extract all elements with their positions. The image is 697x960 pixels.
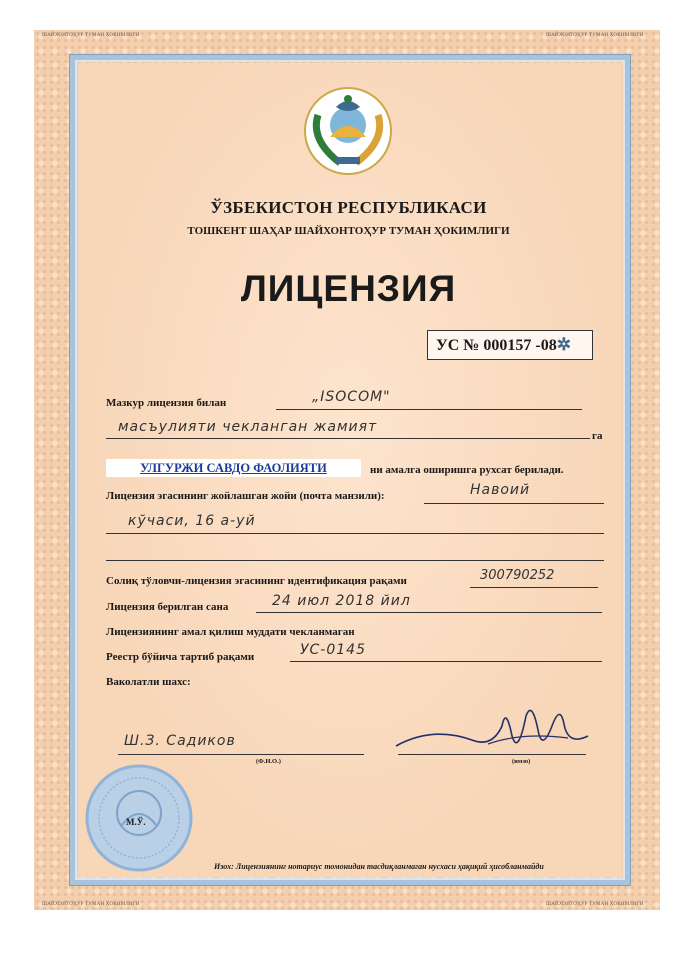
validity-label: Лицензиянинг амал қилиш муддати чекланмаган — [106, 626, 355, 638]
tin-label: Солиқ тўловчи-лицензия эгасининг идентификация рақами — [106, 575, 407, 587]
issue-date-value: 24 июл 2018 йил — [272, 593, 411, 609]
signature-caption: (имзо) — [512, 758, 531, 765]
name-caption: (Ф.И.О.) — [256, 758, 281, 765]
registry-label: Реестр бўйича тартиб рақами — [106, 651, 255, 663]
address-line-1 — [424, 503, 604, 504]
issue-date-line — [256, 612, 602, 613]
border-text-bottom-right: ШАЙХОНТОҲУР ТУМАН ҲОКИМЛИГИ — [546, 902, 644, 907]
company-suffix: га — [592, 430, 603, 442]
state-emblem-icon — [300, 85, 396, 177]
company-name-line — [276, 409, 582, 410]
license-number: УС № 000157 -08 — [436, 337, 557, 354]
license-number-box — [427, 330, 593, 360]
border-text-top-right: ШАЙХОНТОҲУР ТУМАН ҲОКИМЛИГИ — [546, 33, 644, 38]
tin-line — [470, 587, 598, 588]
activity-value: УЛГУРЖИ САВДО ФАОЛИЯТИ — [106, 459, 361, 477]
seal-label: М.Ў. — [126, 817, 146, 827]
address-value-2: кўчаси, 16 а-уй — [128, 513, 256, 529]
company-form-line — [106, 438, 590, 439]
tin-value: 300790252 — [480, 568, 555, 583]
border-text-top-left: ШАЙХОНТОҲУР ТУМАН ҲОКИМЛИГИ — [42, 33, 140, 38]
star-ornament-icon: ✲ — [556, 335, 571, 354]
address-label: Лицензия эгасининг жойлашган жойи (почта манзили): — [106, 490, 385, 502]
address-line-2 — [106, 533, 604, 534]
address-value-1: Навоий — [470, 482, 531, 498]
company-form-value: масъулияти чекланган жамият — [118, 419, 378, 435]
border-text-bottom-left: ШАЙХОНТОҲУР ТУМАН ҲОКИМЛИГИ — [42, 902, 140, 907]
official-name-value: Ш.З. Садиков — [124, 733, 236, 749]
footnote: Изох: Лицензиянинг нотариус томонидан тасдиқланмаган нусхаси ҳақиқий ҳисобланмайди — [214, 862, 544, 871]
registry-value: УС-0145 — [300, 642, 366, 658]
document-title: ЛИЦЕНЗИЯ — [240, 268, 457, 309]
signature-icon — [392, 696, 592, 762]
registry-line — [290, 661, 602, 662]
issue-date-label: Лицензия берилган сана — [106, 601, 229, 613]
authorized-label: Ваколатли шахс: — [106, 676, 191, 688]
issued-to-label: Мазкур лицензия билан — [106, 397, 227, 409]
country-heading: ЎЗБЕКИСТОН РЕСПУБЛИКАСИ — [210, 198, 487, 217]
authority-heading: ТОШКЕНТ ШАҲАР ШАЙХОНТОҲУР ТУМАН ҲОКИМЛИГИ — [187, 225, 510, 237]
company-name-value: „ISOCOM" — [312, 389, 391, 405]
address-line-3 — [106, 560, 604, 561]
official-name-line — [118, 754, 364, 755]
activity-suffix: ни амалга оширишга рухсат берилади. — [370, 464, 564, 476]
